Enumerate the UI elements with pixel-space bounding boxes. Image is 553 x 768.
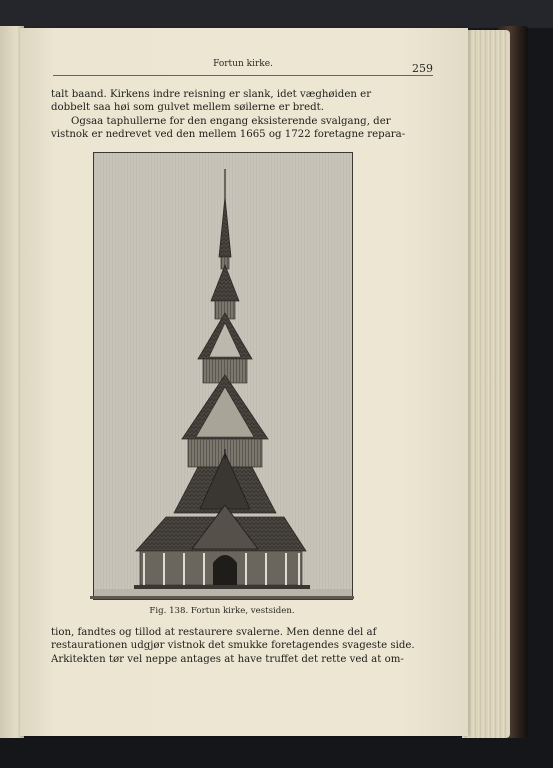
page-edges xyxy=(462,30,510,738)
paragraph-bottom xyxy=(51,626,417,666)
paragraph-top xyxy=(51,88,417,142)
figure-stave-church-illustration xyxy=(93,152,353,600)
text-line: dobbelt saa høi som gulvet mellem søilerne er bredt. xyxy=(51,102,324,114)
text-line: Arkitekten tør vel neppe antages at have truffet det rette ved at om- xyxy=(51,653,404,665)
text-line: talt baand. Kirkens indre reisning er slank, idet væghøiden er xyxy=(51,89,372,100)
text-line: tion, fandtes og tillod at restaurere svalerne. Men denne del af xyxy=(51,627,377,638)
text-line: restaurationen udgjør vistnok det smukke foretagendes svageste side. xyxy=(51,640,415,652)
figure-baseline xyxy=(90,596,354,599)
running-head xyxy=(53,59,433,76)
page-number: 259 xyxy=(412,62,433,75)
backdrop-top xyxy=(0,0,553,28)
text-line: vistnok er nedrevet ved den mellem 1665 og 1722 foretagne repara- xyxy=(51,129,406,141)
running-title: Fortun kirke. xyxy=(213,59,273,69)
church-drawing xyxy=(94,153,352,599)
figure-caption: Fig. 138. Fortun kirke, vestsiden. xyxy=(149,606,295,616)
text-line: Ogsaa taphullerne for den engang eksisterende svalgang, der xyxy=(71,115,391,127)
book-page xyxy=(20,28,468,736)
